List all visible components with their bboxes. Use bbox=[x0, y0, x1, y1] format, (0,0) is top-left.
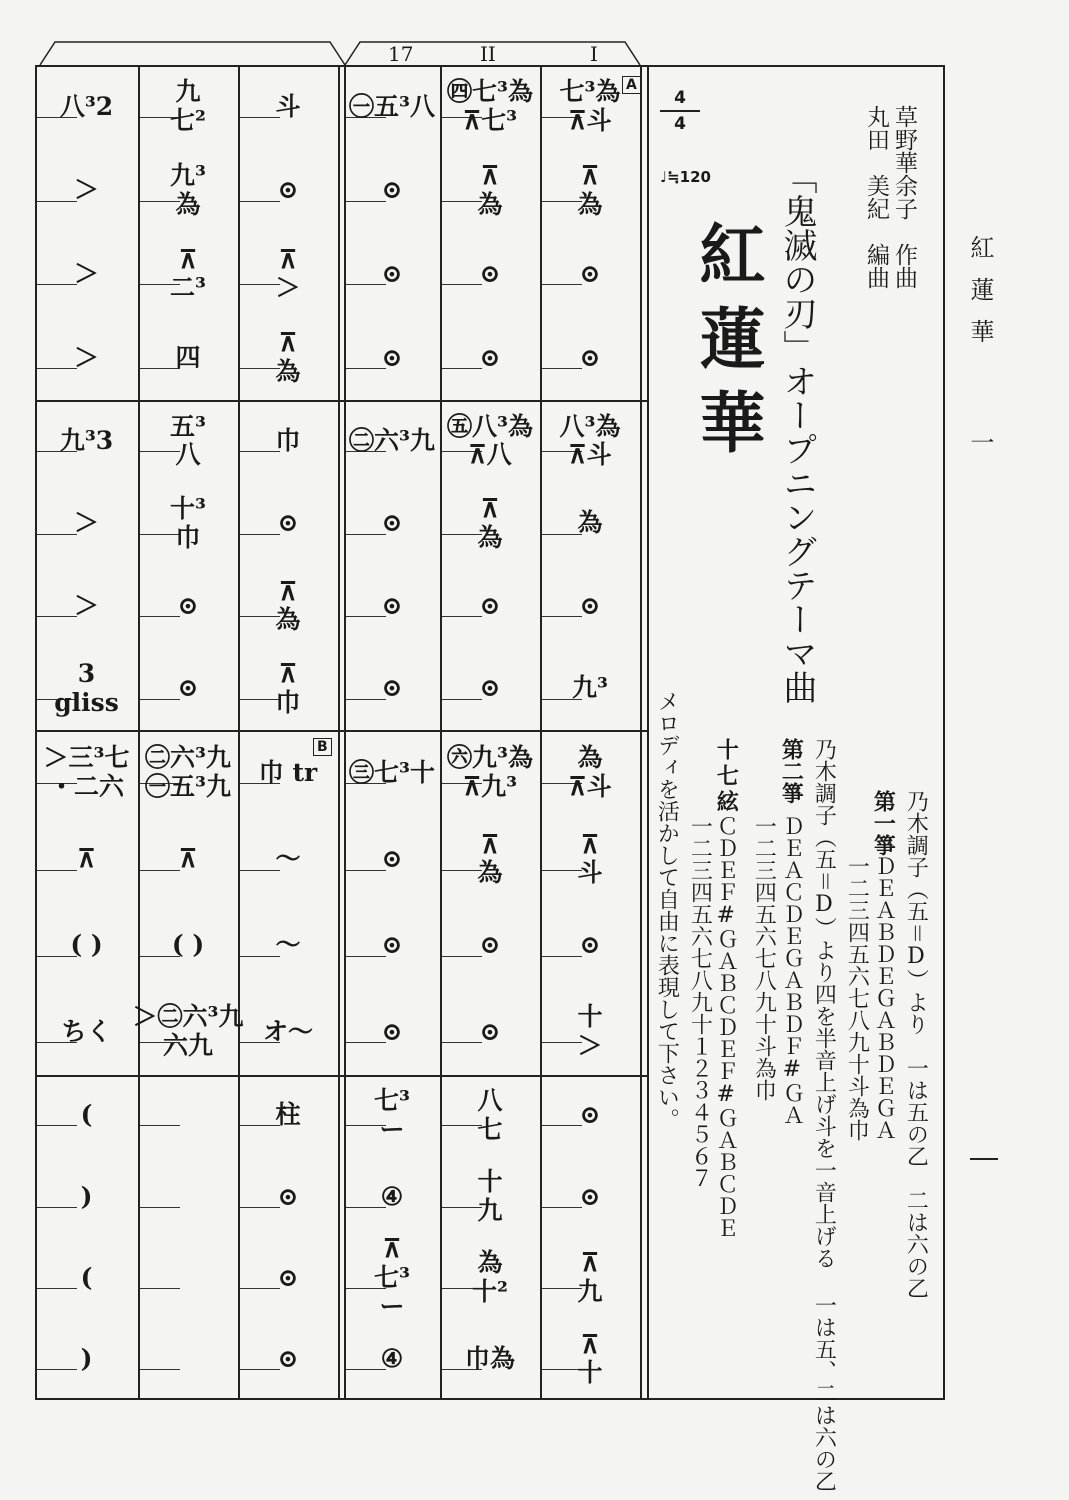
arranger-credit: 丸田 美紀 編曲 bbox=[863, 105, 889, 289]
left-system-note-cell bbox=[138, 1075, 238, 1156]
left-system-note-cell: ＞㊁六³九 六九 bbox=[132, 1002, 244, 1060]
left-system-note-cell: ⊙ bbox=[277, 1262, 299, 1292]
right-system-note-cell: ⊙ bbox=[381, 590, 403, 620]
piece-subtitle: 「鬼滅の刃」オープニングテーマ曲 bbox=[777, 160, 817, 704]
left-system-note-cell: ( bbox=[80, 1100, 93, 1130]
left-system-note-cell bbox=[138, 1156, 238, 1237]
right-system-note-cell: ⊼ 七³ ー bbox=[374, 1234, 410, 1321]
right-system-note-cell: 為 ⊼斗 bbox=[568, 743, 612, 802]
right-system-note-cell: ⊼ 為 bbox=[477, 829, 503, 888]
right-system-note-cell: 十 ＞ bbox=[577, 1002, 603, 1060]
right-system-note-cell: ⊙ bbox=[579, 590, 601, 620]
right-system-note-cell: ⊙ bbox=[381, 673, 403, 703]
right-system-note-cell: ⊙ bbox=[381, 342, 403, 372]
right-system-note-cell: ⊙ bbox=[479, 590, 501, 620]
koto1-notes: ＤＥＡＢＤＥＧＡＢＤＥＧＡ bbox=[871, 855, 897, 1141]
tuning2-heading: 乃木調子（五＝D）より四を半音上げ斗を一音上げる 一は五、二は六の乙 bbox=[811, 738, 837, 1492]
left-system-note-cell: ＞三³七 ・二六 bbox=[43, 743, 130, 802]
koto2-label: 第二箏 bbox=[778, 738, 805, 804]
right-system-note-cell: ⊙ bbox=[381, 1016, 403, 1046]
right-system-note-cell: ⊙ bbox=[579, 342, 601, 372]
right-system-note-cell: ⊙ bbox=[579, 1100, 601, 1130]
left-system-note-cell: ＞ bbox=[73, 259, 99, 288]
left-system-note-cell: ちく bbox=[61, 1016, 112, 1046]
left-system-note-cell: 〜 bbox=[275, 844, 301, 873]
left-system-note-cell: ＞ bbox=[73, 508, 99, 538]
time-sig-bottom: 4 bbox=[674, 114, 686, 134]
left-system-note-cell: 四 bbox=[175, 342, 201, 372]
jushichi-strings: 一二三四五六七八九十１２３４５６７ bbox=[687, 815, 713, 1189]
koto1-label: 第一箏 bbox=[870, 790, 897, 856]
right-system-note-cell: ⊼ 為 bbox=[477, 160, 503, 219]
tempo-marking: ♩≒120 bbox=[660, 168, 711, 186]
koto2-notes: ＤＥＡＣＤＥＧＡＢＤＦ#ＧＡ bbox=[779, 815, 805, 1126]
left-system-note-cell: 柱 bbox=[275, 1100, 301, 1130]
left-system-note-cell: 八³2 bbox=[59, 91, 114, 121]
margin-title: 紅蓮華 bbox=[966, 235, 994, 361]
piece-title: 紅蓮華 bbox=[688, 220, 766, 472]
left-system-note-cell: 五³ 八 bbox=[170, 411, 206, 470]
right-system-note-cell: 為 bbox=[577, 508, 603, 538]
left-system-note-cell: ⊼ 為 bbox=[275, 576, 301, 635]
right-system-note-cell: ⊼ 十 bbox=[577, 1329, 603, 1388]
left-system-note-cell: ⊙ bbox=[177, 673, 199, 703]
right-system-note-cell: ⊙ bbox=[479, 259, 501, 288]
right-system-note-cell: ㊃七³為 ⊼七³ bbox=[447, 77, 533, 135]
left-system-note-cell bbox=[138, 1238, 238, 1319]
left-system-note-cell: ⊼ 巾 bbox=[275, 659, 301, 717]
koto2-strings: 一二三四五六七八九十斗為巾 bbox=[751, 815, 777, 1101]
right-system-note-cell: 九³ bbox=[572, 673, 608, 703]
tab-II: II bbox=[480, 42, 496, 66]
tab-17: 17 bbox=[388, 42, 414, 66]
time-signature bbox=[660, 88, 700, 134]
margin-page-label: 一 bbox=[966, 430, 994, 454]
right-system-note-cell: ④ bbox=[380, 1181, 404, 1211]
left-system-note-cell: オ〜 bbox=[262, 1016, 313, 1046]
right-system-note-cell: 八 七 bbox=[477, 1085, 503, 1144]
left-system-note-cell: ⊙ bbox=[277, 175, 299, 205]
left-system-note-cell: ( bbox=[80, 1262, 93, 1292]
left-system-note-cell: ⊼ 二³ bbox=[170, 244, 206, 303]
left-system-note-cell: 九 七² bbox=[170, 77, 206, 135]
left-system-note-cell: 3 gliss bbox=[54, 659, 119, 717]
left-system-note-cell bbox=[138, 1319, 238, 1400]
left-system-note-cell: ) bbox=[80, 1181, 93, 1211]
column-divider bbox=[640, 65, 642, 1400]
left-system-note-cell: ⊼ bbox=[178, 844, 198, 873]
right-system-note-cell: ⊼ 為 bbox=[577, 160, 603, 219]
left-system-note-cell: ＞ bbox=[73, 342, 99, 372]
right-system-note-cell: ⊼ 斗 bbox=[577, 829, 603, 888]
right-system-note-cell: ⊙ bbox=[479, 342, 501, 372]
right-system-note-cell: ⊙ bbox=[479, 673, 501, 703]
left-system-note-cell: 九³3 bbox=[59, 425, 114, 455]
composer-credit: 草野華余子 作曲 bbox=[891, 105, 917, 289]
left-system-note-cell: ( ) bbox=[70, 930, 103, 960]
left-system-note-cell: ( ) bbox=[171, 930, 205, 960]
left-system-note-cell: ⊙ bbox=[277, 1344, 299, 1373]
right-system-note-cell: 七³為 ⊼斗 bbox=[559, 77, 621, 135]
right-system-note-cell: ⊙ bbox=[381, 844, 403, 873]
left-system-note-cell: ⊙ bbox=[277, 508, 299, 538]
time-sig-top: 4 bbox=[674, 88, 686, 108]
left-system-note-cell: ⊙ bbox=[277, 1181, 299, 1211]
left-system-note-cell: ⊼ ＞ bbox=[275, 244, 301, 303]
right-system-note-cell: ⊼ 為 bbox=[477, 494, 503, 552]
rehearsal-mark-a: A bbox=[622, 76, 641, 94]
jushichi-label: 十七絃 bbox=[713, 738, 740, 816]
left-system-note-cell: 〜 bbox=[275, 930, 301, 960]
left-system-note-cell: ⊙ bbox=[177, 590, 199, 620]
right-system-note-cell: 為 十² bbox=[472, 1248, 508, 1307]
jushichi-notes: ＣＤＥＦ#ＧＡＢＣＤＥＦ#ＧＡＢＣＤＥ bbox=[713, 815, 739, 1239]
right-system-note-cell: 八³為 ⊼斗 bbox=[559, 411, 621, 470]
left-system-note-cell: ＞ bbox=[73, 590, 99, 620]
column-divider bbox=[338, 65, 340, 1400]
left-system-note-cell: 斗 bbox=[275, 91, 301, 121]
page-number-mark bbox=[970, 1158, 998, 1160]
right-system-note-cell: 七³ ー bbox=[374, 1085, 410, 1144]
left-system-note-cell: ＞ bbox=[73, 175, 99, 205]
right-system-note-cell: ④ bbox=[380, 1344, 404, 1373]
right-system-note-cell: ⊙ bbox=[579, 930, 601, 960]
right-system-note-cell: ⊙ bbox=[381, 930, 403, 960]
right-system-note-cell: ⊙ bbox=[479, 930, 501, 960]
tab-I: I bbox=[590, 42, 598, 66]
right-system-note-cell: 十 九 bbox=[477, 1167, 503, 1225]
left-system-note-cell: 巾 tr bbox=[258, 757, 318, 787]
column-divider bbox=[647, 65, 649, 1400]
left-system-note-cell: ⊼ bbox=[77, 844, 96, 873]
right-system-note-cell: ⊙ bbox=[579, 1181, 601, 1211]
left-system-note-cell: ㊁六³九 ㊀五³九 bbox=[145, 743, 231, 802]
left-system-note-cell: ⊼ 為 bbox=[275, 328, 301, 387]
right-system-note-cell: ㊂七³十 bbox=[349, 757, 435, 787]
left-system-note-cell: 九³ 為 bbox=[170, 160, 206, 219]
right-system-note-cell: ⊙ bbox=[381, 175, 403, 205]
right-system-note-cell: 巾為 bbox=[464, 1344, 515, 1373]
right-system-note-cell: ⊙ bbox=[381, 259, 403, 288]
koto1-strings: 一二三四五六七八九十斗為巾 bbox=[844, 855, 870, 1141]
right-system-note-cell: ㊁六³九 bbox=[349, 425, 435, 455]
rehearsal-mark-b: B bbox=[313, 738, 332, 756]
right-system-note-cell: ㊄八³為 ⊼八 bbox=[447, 411, 533, 470]
header-tabs bbox=[0, 0, 1069, 70]
right-system-note-cell: ㊀五³八 bbox=[349, 91, 435, 121]
left-system-note-cell: 巾 bbox=[275, 425, 301, 455]
right-system-note-cell: ⊼ 九 bbox=[577, 1248, 603, 1307]
right-system-note-cell: ⊙ bbox=[381, 508, 403, 538]
tuning1-heading: 乃木調子（五＝D）より 一は五の乙 二は六の乙 bbox=[903, 790, 929, 1299]
left-system-note-cell: ) bbox=[80, 1344, 93, 1373]
performance-note: メロディを活かして自由に表現して下さい。 bbox=[654, 690, 680, 1130]
right-system-note-cell: ㊅九³為 ⊼九³ bbox=[447, 743, 533, 802]
right-system-note-cell: ⊙ bbox=[579, 259, 601, 288]
left-system-note-cell: 十³ 巾 bbox=[170, 494, 206, 552]
right-system-note-cell: ⊙ bbox=[479, 1016, 501, 1046]
